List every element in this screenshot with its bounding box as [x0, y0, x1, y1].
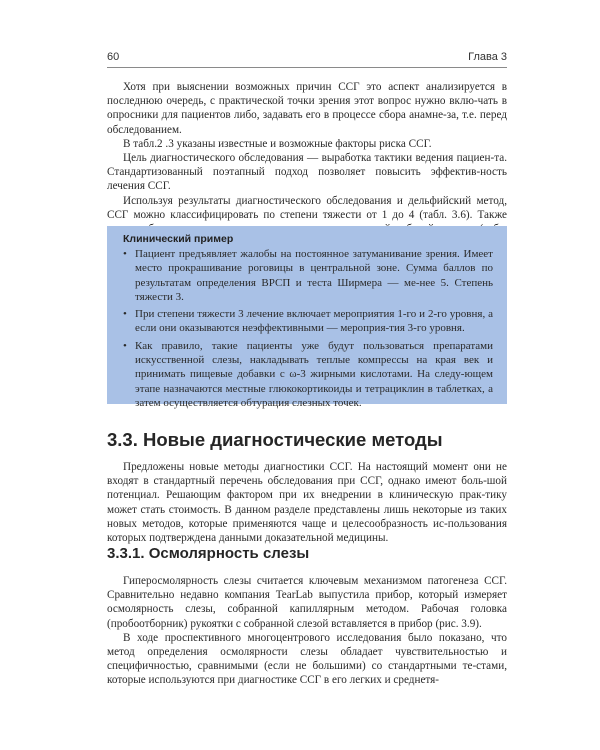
paragraph: В ходе проспективного многоцентрового исследования было показано, что метод определения осмолярности слезы обладает чувствительностью и специфичностью, сравнимыми (если не большими) со стандартными те-стами, которые используются при диагностике ССГ в его легких и среднетя- — [107, 631, 507, 687]
list-item-text: Пациент предъявляет жалобы на постоянное затуманивание зрения. Имеет место прокрашивание роговицы в центральной зоне. Сумма баллов по результатам определения ВРСП и теста Ширмера — ме-нее 5. Степень тяжести 3. — [135, 248, 493, 303]
section-heading-3-3: 3.3. Новые диагностические методы — [107, 429, 443, 450]
chapter-title: Глава 3 — [468, 51, 507, 63]
list-item — [123, 307, 493, 336]
paragraph: Используя результаты диагностического обследования и дельфийский метод, ССГ можно классифицировать по степени тяжести от 1 до 4 (табл. 3.6). Также — [107, 194, 507, 221]
list-item-text: Как правило, такие пациенты уже будут пользоваться препаратами искусственной слезы, накладывать теплые компрессы на края век и принимать пищевые добавки с ω-3 жирными кислотами. На следу-ющем этапе назначаются местные глюкокортикоиды и тетрациклин в таблетках, а затем осуществляется обтурация слезных точек. — [135, 339, 493, 409]
clinical-example-box — [107, 226, 507, 409]
paragraph: Предложены новые методы диагностики ССГ. На настоящий момент они не входят в стандартный перечень обследования при ССГ, однако имеют боль-шой потенциал. Решающим фактором при их внедрении в клиническую прак-тику может стать стоимость. В данном разделе представлены лишь некоторые из таких новых методов, которые применяются чаще и целесообразность ис-пользования которых подтверждена данными доказательной медицины. — [107, 461, 507, 545]
intro-text — [107, 80, 507, 250]
paragraph: В табл.2 .3 указаны известные и возможные факторы риска ССГ. — [123, 137, 432, 150]
section-3-3-1-text — [107, 574, 507, 688]
clinical-example-title: Клинический пример — [123, 233, 234, 245]
page-number: 60 — [107, 51, 120, 63]
list-item-text: При степени тяжести 3 лечение включает мероприятия 1-го и 2-го уровня, а если они оказываются неэффективными — мероприя-тия 3-го уровня. — [135, 308, 493, 335]
running-header — [107, 50, 507, 68]
paragraph: Гиперосмолярность слезы считается ключевым механизмом патогенеза ССГ. Сравнительно недавно компания TearLab выпустила прибор, который измеряет осмолярность слезы, собранной капиллярным методом. Рабочая головка (пробоотборник) рукоятки с собранной слезой вставляется в прибор (рис. 3.9). — [107, 575, 507, 630]
bullet-icon: • — [123, 308, 127, 321]
paragraph: Хотя при выяснении возможных причин ССГ это аспект анализируется в последнюю очередь, с практической точки зрения этот вопрос нужно вклю-чать в опросники для пациентов либо, задавать его в процессе сбора анамне-за, т.е. перед обследованием. — [107, 81, 507, 136]
header-rule — [107, 67, 507, 68]
paragraph: Цель диагностического обследования — выработка тактики ведения пациен-та. Стандартизованный поэтапный подход позволяет повысить эффектив-ность лечения ССГ. — [107, 152, 507, 193]
list-item — [123, 247, 493, 304]
list-item — [123, 339, 493, 410]
clinical-example-list — [123, 247, 493, 410]
bullet-icon: • — [123, 339, 127, 352]
section-3-3-text — [107, 460, 507, 545]
section-heading-3-3-1: 3.3.1. Осмолярность слезы — [107, 545, 310, 562]
bullet-icon: • — [123, 248, 127, 260]
